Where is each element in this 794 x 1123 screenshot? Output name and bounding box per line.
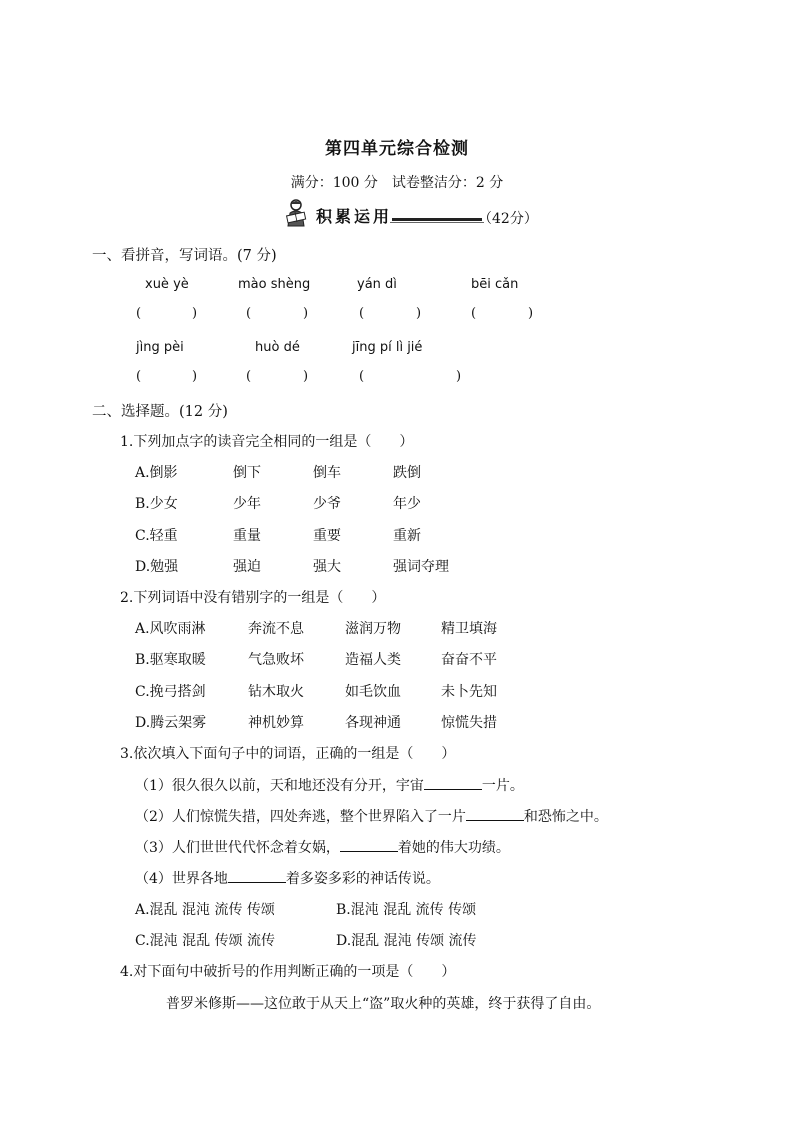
answer-box-7-open[interactable]: ( <box>359 369 365 384</box>
pinyin-4: bēi cǎn <box>471 277 519 292</box>
q4-sentence: 普罗米修斯——这位敢于从天上“盗”取火种的英雄，终于获得了自由。 <box>166 996 601 1012</box>
q1-option-d-4: 强词夺理 <box>393 559 449 575</box>
q3-blank-2[interactable] <box>466 808 524 821</box>
answer-box-5-close: ) <box>192 369 198 384</box>
answer-box-1-open[interactable]: ( <box>136 306 142 321</box>
answer-box-4-open[interactable]: ( <box>471 306 477 321</box>
q3-s2-end: 和恐怖之中。 <box>523 809 608 825</box>
pinyin-5: jìng pèi <box>136 340 184 355</box>
q1-option-c-2: 重量 <box>233 528 261 544</box>
q2-option-d-2: 神机妙算 <box>248 715 304 731</box>
q3-sentence-1 <box>135 775 524 795</box>
banner-score: （42分） <box>478 211 538 227</box>
q1-option-a-4: 跌倒 <box>393 465 421 481</box>
q2-option-d-1[interactable]: D.腾云架雾 <box>135 715 207 731</box>
q3-blank-4[interactable] <box>228 870 286 883</box>
answer-box-1-close: ) <box>192 306 198 321</box>
answer-box-4-close: ) <box>528 306 534 321</box>
q1-option-b-3: 少爷 <box>313 496 341 512</box>
q1-option-b-1[interactable]: B.少女 <box>135 496 178 512</box>
q2-option-d-3: 各现神通 <box>345 715 401 731</box>
q1-option-b-2: 少年 <box>233 496 261 512</box>
q2-option-c-2: 钻木取火 <box>248 684 304 700</box>
q1-option-c-1[interactable]: C.轻重 <box>135 528 178 544</box>
q1-option-b-4: 年少 <box>393 496 421 512</box>
q2-option-a-3: 滋润万物 <box>345 621 401 637</box>
q2-stem: 2.下列词语中没有错别字的一组是（ ） <box>120 590 386 606</box>
q2-option-b-3: 造福人类 <box>345 652 401 668</box>
pinyin-7: jīng pí lì jié <box>352 340 423 355</box>
answer-box-6-close: ) <box>303 369 309 384</box>
answer-box-7-close: ) <box>456 369 462 384</box>
q4-stem: 4.对下面句中破折号的作用判断正确的一项是（ ） <box>120 964 456 980</box>
pinyin-2: mào shèng <box>238 277 311 292</box>
student-reading-icon <box>282 198 310 228</box>
q2-option-a-1[interactable]: A.风吹雨淋 <box>135 621 206 637</box>
q2-option-c-1[interactable]: C.挽弓搭剑 <box>135 684 206 700</box>
q1-option-d-1[interactable]: D.勉强 <box>135 559 179 575</box>
q3-s4-start: （4）世界各地 <box>135 871 228 887</box>
q1-option-a-2: 倒下 <box>233 465 261 481</box>
q3-option-b[interactable]: B.混沌 混乱 流传 传颂 <box>336 902 477 918</box>
q3-s1-start: （1）很久很久以前，天和地还没有分开，宇宙 <box>135 778 424 794</box>
pinyin-3: yán dì <box>357 277 397 292</box>
answer-box-3-open[interactable]: ( <box>359 306 365 321</box>
answer-box-2-close: ) <box>303 306 309 321</box>
q3-s3-start: （3）人们世世代代怀念着女娲， <box>135 840 340 856</box>
answer-box-2-open[interactable]: ( <box>246 306 252 321</box>
q1-option-a-3: 倒车 <box>313 465 341 481</box>
q2-option-a-4: 精卫填海 <box>441 621 497 637</box>
q2-option-c-3: 如毛饮血 <box>345 684 401 700</box>
banner-underline <box>392 218 482 221</box>
q1-option-c-3: 重要 <box>313 528 341 544</box>
q3-option-c[interactable]: C.混沌 混乱 传颂 流传 <box>135 933 276 949</box>
q2-option-a-2: 奔流不息 <box>248 621 304 637</box>
section1-heading: 一、看拼音，写词语。(7 分) <box>92 248 277 264</box>
q1-option-d-2: 强迫 <box>233 559 261 575</box>
q1-option-a-1[interactable]: A.倒影 <box>135 465 178 481</box>
section2-heading: 二、选择题。(12 分) <box>92 404 228 420</box>
score-info: 满分：100 分 试卷整洁分：2 分 <box>290 175 504 191</box>
q3-sentence-3 <box>135 837 510 857</box>
section-banner <box>282 198 542 230</box>
banner-underline-thin <box>390 222 484 223</box>
q1-option-d-3: 强大 <box>313 559 341 575</box>
q2-option-b-2: 气急败坏 <box>248 652 304 668</box>
q1-stem: 1.下列加点字的读音完全相同的一组是（ ） <box>120 434 414 450</box>
answer-box-5-open[interactable]: ( <box>136 369 142 384</box>
pinyin-6: huò dé <box>255 340 300 355</box>
q3-s2-start: （2）人们惊慌失措，四处奔逃，整个世界陷入了一片 <box>135 809 466 825</box>
q3-s3-end: 着她的伟大功绩。 <box>397 840 510 856</box>
q3-blank-3[interactable] <box>340 839 398 852</box>
banner-label: 积累运用 <box>316 207 393 226</box>
q3-s4-end: 着多姿多彩的神话传说。 <box>285 871 440 887</box>
q2-option-d-4: 惊慌失措 <box>441 715 497 731</box>
q3-stem: 3.依次填入下面句子中的词语，正确的一组是（ ） <box>120 746 456 762</box>
q2-option-c-4: 未卜先知 <box>441 684 497 700</box>
q3-sentence-2 <box>135 806 608 826</box>
q1-option-c-4: 重新 <box>393 528 421 544</box>
q2-option-b-1[interactable]: B.驱寒取暖 <box>135 652 206 668</box>
q2-option-b-4: 奋奋不平 <box>441 652 497 668</box>
q3-sentence-4 <box>135 868 440 888</box>
q3-option-d[interactable]: D.混乱 混沌 传颂 流传 <box>336 933 477 949</box>
q3-s1-end: 一片。 <box>481 778 524 794</box>
pinyin-1: xuè yè <box>145 277 189 292</box>
q3-blank-1[interactable] <box>424 777 482 790</box>
q3-option-a[interactable]: A.混乱 混沌 流传 传颂 <box>135 902 275 918</box>
page-title: 第四单元综合检测 <box>325 139 469 159</box>
answer-box-6-open[interactable]: ( <box>246 369 252 384</box>
answer-box-3-close: ) <box>416 306 422 321</box>
